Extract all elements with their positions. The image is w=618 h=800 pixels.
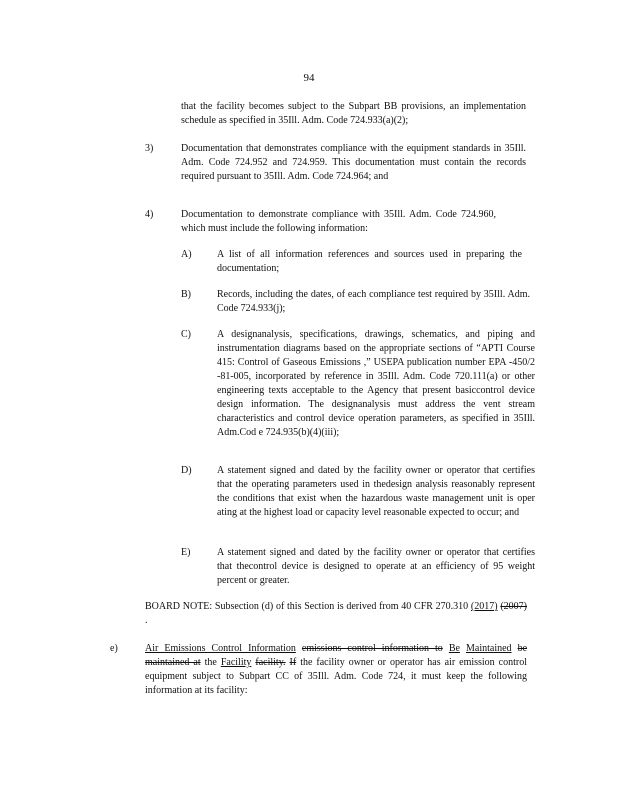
item-3-number: 3) xyxy=(145,143,154,154)
subitem-d-text: A statement signed and dated by the facility owner or operator that certifies that the operating parameters used in thedesign analysis reasonably represent the conditions that exist when the hazardous waste management unit is oper ating at the highest load or capacity level reasonable expected to occur; and xyxy=(217,465,535,518)
board-note-text: BOARD NOTE: Subsection (d) of this Section is derived from 40 CFR 270.310 xyxy=(145,601,469,612)
item-e-inserted-be: Be xyxy=(448,643,460,654)
item-e-deleted-facility: facility. xyxy=(255,657,286,668)
subitem-e-number: E) xyxy=(181,547,191,558)
item-e-inserted-maintained: Maintained xyxy=(466,643,512,654)
board-note-deleted: (2007) xyxy=(500,601,528,612)
subitem-d-number: D) xyxy=(181,465,192,476)
subitem-c-number: C) xyxy=(181,329,191,340)
item-4-number: 4) xyxy=(145,209,154,220)
item-4-text: Documentation to demonstrate compliance with 35Ill. Adm. Code 724.960, which must include the following information: xyxy=(181,209,496,234)
item-e-paragraph xyxy=(145,642,527,698)
item-e-plain-the: the xyxy=(204,657,217,668)
subitem-c-text: A designanalysis, specifications, drawings, schematics, and piping and instrumentation diagrams based on the appropriate sections of “APTI Course 415: Control of Gaseous Emissions ,” USEPA publication number EPA -450/2 -81-005, incorporated by reference in 35Ill. Adm. Code 720.111(a) or other engineering texts acceptable to the Agency that present basiccontrol device design information. The designanalysis must address the vent stream characteristics and control device operation parameters, as specified in 35Ill. Adm.Cod e 724.935(b)(4)(iii); xyxy=(217,329,535,438)
board-note-inserted: (2017) xyxy=(470,601,498,612)
item-e-deleted-2: be maintained at xyxy=(145,643,528,668)
item-e-number: e) xyxy=(110,643,118,654)
item-e-rest: the facility owner or operator has air emission control equipment subject to Subpart CC of 35Ill. Adm. Code 724, it must keep the following information at its facility: xyxy=(145,657,527,696)
item-e-deleted-if: If xyxy=(289,657,297,668)
item-e-deleted-1: emissions control information to xyxy=(301,643,443,654)
item-e-inserted-facility: Facility xyxy=(220,657,252,668)
subitem-b-text: Records, including the dates, of each compliance test required by 35Ill. Adm. Code 724.933(j); xyxy=(217,289,530,314)
board-note xyxy=(145,600,527,628)
item-e-heading: Air Emissions Control Information xyxy=(145,643,296,654)
board-note-end: . xyxy=(145,615,148,626)
subitem-a-text: A list of all information references and sources used in preparing the documentation; xyxy=(217,249,522,274)
intro-paragraph: that the facility becomes subject to the Subpart BB provisions, an implementation schedule as specified in 35Ill. Adm. Code 724.933(a)(2); xyxy=(181,101,526,126)
subitem-a-number: A) xyxy=(181,249,192,260)
page-number: 94 xyxy=(303,72,315,84)
item-3-text: Documentation that demonstrates compliance with the equipment standards in 35Ill. Adm. Code 724.952 and 724.959. This documentation must contain the records required pursuant to 35Ill. Adm. Code 724.964; and xyxy=(181,143,526,182)
subitem-b-number: B) xyxy=(181,289,191,300)
subitem-e-text: A statement signed and dated by the facility owner or operator that certifies that thecontrol device is designed to operate at an efficiency of 95 weight percent or greater. xyxy=(217,547,535,586)
